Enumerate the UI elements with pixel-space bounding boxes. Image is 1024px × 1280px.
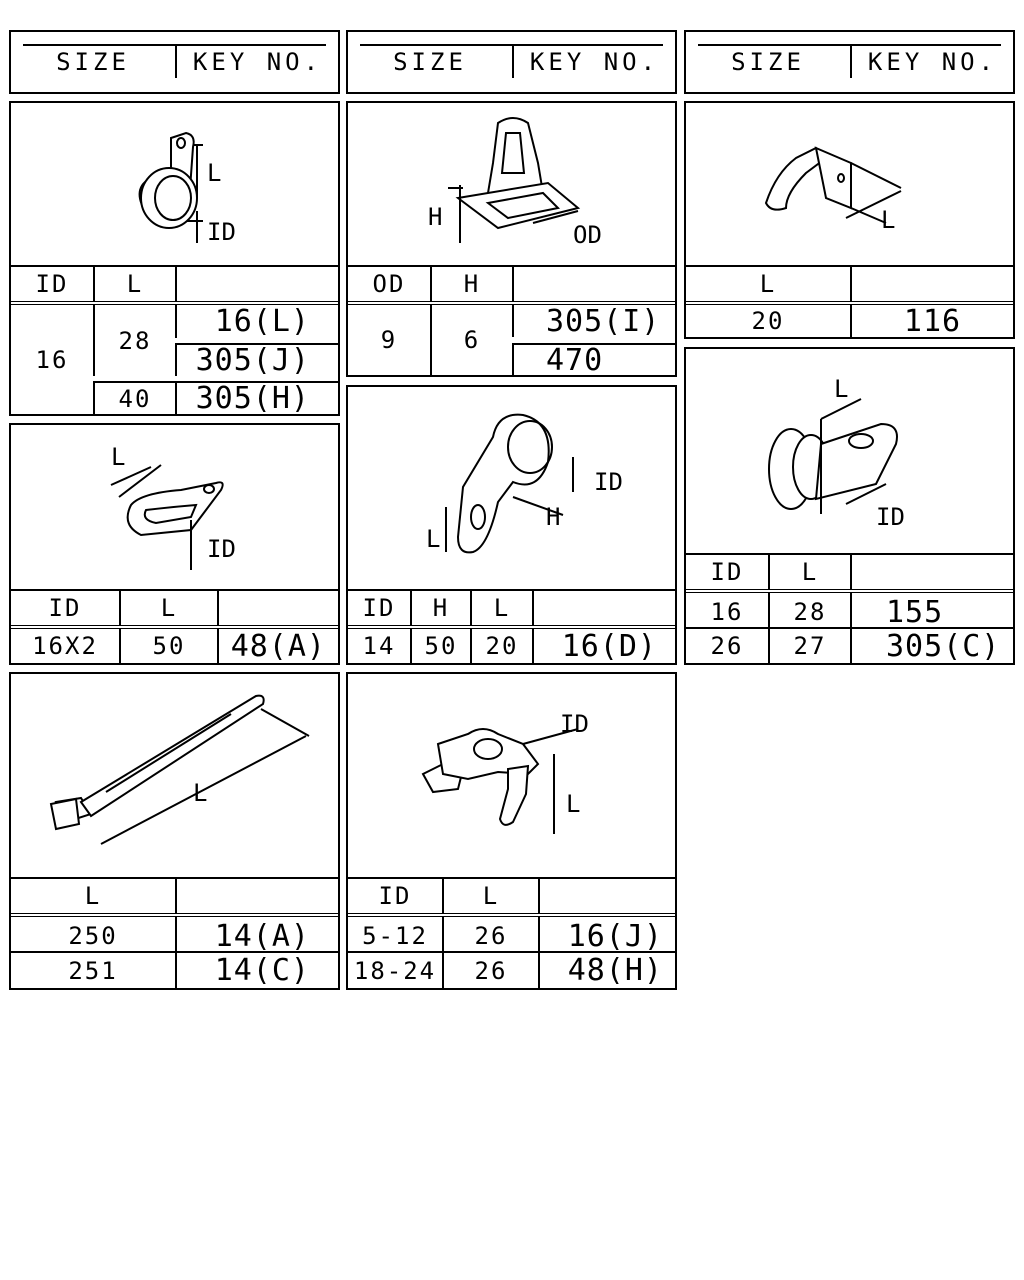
key-label: KEY NO. <box>512 46 675 78</box>
od-value: 9 <box>380 326 398 354</box>
l-value: 251 <box>68 956 118 985</box>
col-l: L <box>442 879 538 913</box>
twin-clip-drawing <box>348 674 675 877</box>
bracket-table <box>686 265 1013 337</box>
size-label: SIZE <box>56 48 130 76</box>
size-label: SIZE <box>393 48 467 76</box>
p-clamp-drawing <box>11 103 338 265</box>
panel-grommet-clamp <box>684 347 1015 665</box>
cable-tie-drawing <box>11 674 338 877</box>
col-key <box>175 879 338 913</box>
key-label: KEY NO. <box>175 46 338 78</box>
dim-l: L <box>193 779 208 807</box>
dim-l: L <box>426 525 441 553</box>
dim-id: ID <box>207 535 236 563</box>
col-l: L <box>84 882 102 910</box>
key-value: 305(C) <box>850 629 1013 663</box>
panel-push-clip <box>346 101 677 377</box>
key-value: 16(J) <box>538 917 675 955</box>
col-id: ID <box>710 558 744 586</box>
dim-l: L <box>834 375 849 403</box>
col-key <box>538 879 675 913</box>
offset-clamp-drawing <box>348 387 675 589</box>
l-value: 40 <box>93 381 175 414</box>
l-value: 50 <box>119 629 217 663</box>
col-key <box>850 555 1013 589</box>
col-id: ID <box>362 594 396 622</box>
grommet-clamp-table <box>686 553 1013 663</box>
header-col3 <box>684 30 1015 94</box>
dim-l: L <box>111 443 126 471</box>
key-value: 305(H) <box>175 381 338 414</box>
col-key <box>850 267 1013 301</box>
key-value: 305(J) <box>175 343 338 376</box>
panel-bracket <box>684 101 1015 339</box>
id-value: 26 <box>710 632 744 660</box>
col-l: L <box>119 591 217 625</box>
dim-l: L <box>207 159 222 187</box>
id-value: 16 <box>710 598 744 626</box>
panel-offset-clamp <box>346 385 677 665</box>
dim-id: ID <box>207 218 236 246</box>
key-value: 155 <box>850 593 1013 631</box>
grommet-clamp-drawing <box>686 349 1013 553</box>
dim-od: OD <box>573 221 602 249</box>
panel-p-clamp <box>9 101 340 416</box>
l-value: 28 <box>93 305 175 376</box>
dim-h: H <box>546 503 561 531</box>
col-l: L <box>759 270 777 298</box>
id-value: 16X2 <box>32 632 98 660</box>
l-value: 20 <box>470 629 532 663</box>
panel-twin-clip <box>346 672 677 990</box>
key-label: KEY NO. <box>850 46 1013 78</box>
header-col1 <box>9 30 340 94</box>
key-value: 305(I) <box>512 305 675 337</box>
dim-l: L <box>566 790 581 818</box>
push-clip-table <box>348 265 675 378</box>
bracket-drawing <box>686 103 1013 265</box>
id-value: 18-24 <box>353 956 437 985</box>
key-value: 14(C) <box>175 953 338 988</box>
col-h: H <box>430 267 512 301</box>
id-value: 5-12 <box>362 922 428 950</box>
key-value: 16(D) <box>532 629 675 663</box>
col-od: OD <box>372 270 406 298</box>
col-l: L <box>470 591 532 625</box>
key-value: 48(H) <box>538 953 675 988</box>
h-value: 6 <box>430 305 512 375</box>
col-id: ID <box>48 594 82 622</box>
l-value: 28 <box>768 593 850 631</box>
dim-l: L <box>881 206 896 234</box>
offset-clamp-table <box>348 589 675 663</box>
panel-double-clamp <box>9 423 340 665</box>
h-value: 50 <box>410 629 470 663</box>
key-value: 14(A) <box>175 917 338 955</box>
col-key <box>532 591 675 625</box>
dim-id: ID <box>594 468 623 496</box>
dim-id: ID <box>560 710 589 738</box>
col-id: ID <box>35 270 69 298</box>
panel-cable-tie <box>9 672 340 990</box>
push-clip-drawing <box>348 103 675 265</box>
l-value: 27 <box>768 629 850 663</box>
header-col2 <box>346 30 677 94</box>
id-value: 14 <box>362 632 396 660</box>
l-value: 26 <box>442 953 538 988</box>
key-value: 116 <box>850 305 1013 337</box>
size-label: SIZE <box>731 48 805 76</box>
col-key <box>175 267 338 301</box>
col-id: ID <box>378 882 412 910</box>
col-key <box>512 267 675 301</box>
col-key <box>217 591 338 625</box>
double-clamp-table <box>11 589 338 663</box>
key-value: 48(A) <box>217 629 338 663</box>
key-value: 16(L) <box>175 305 338 338</box>
key-value: 470 <box>512 343 675 375</box>
dim-id: ID <box>876 503 905 531</box>
twin-clip-table <box>348 877 675 988</box>
col-h: H <box>410 591 470 625</box>
l-value: 20 <box>751 307 785 335</box>
l-value: 250 <box>68 922 118 950</box>
col-l: L <box>768 555 850 589</box>
l-value: 26 <box>442 917 538 955</box>
dim-h: H <box>428 203 443 231</box>
id-value: 16 <box>35 345 69 374</box>
double-clamp-drawing <box>11 425 338 589</box>
p-clamp-table <box>11 265 338 414</box>
cable-tie-table <box>11 877 338 988</box>
col-l: L <box>93 267 175 301</box>
